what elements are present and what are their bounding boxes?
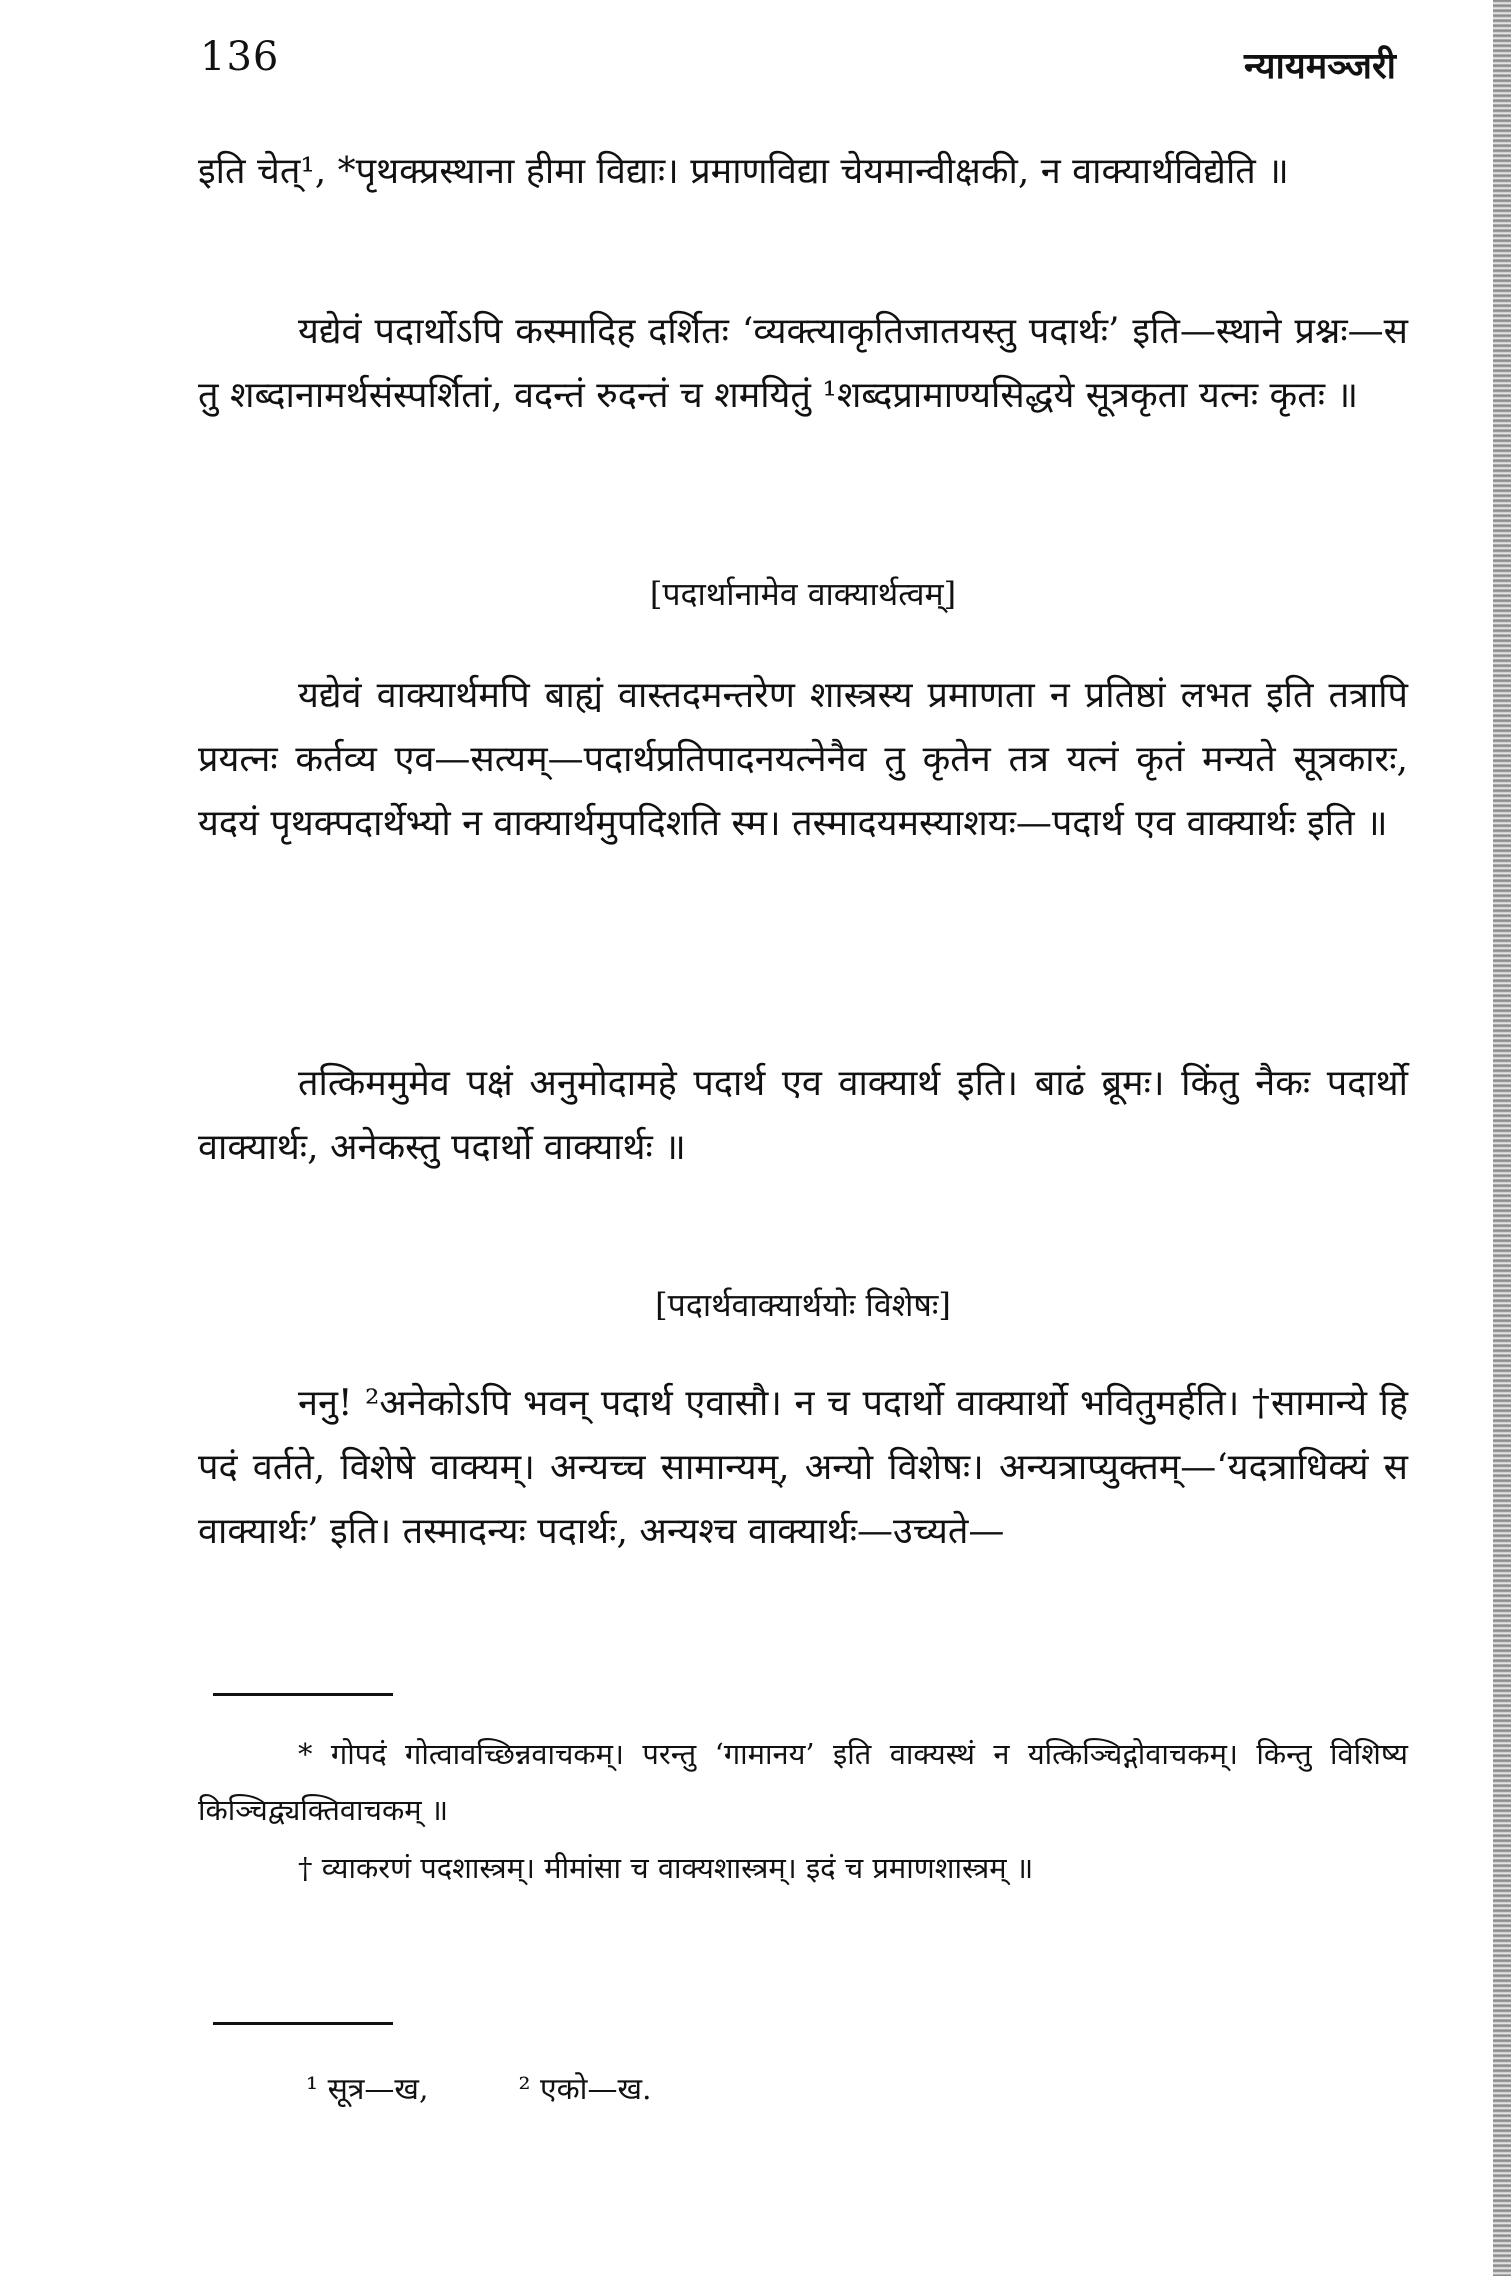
paragraph-2: [198, 300, 1408, 428]
paragraph-1: [198, 140, 1408, 204]
footnote-divider: [213, 1693, 393, 1696]
paragraph-4-text: तत्किममुमेव पक्षं अनुमोदामहे पदार्थ एव वाक्यार्थ इति। बाढं ब्रूमः। किंतु नैकः पदार्थो वाक्यार्थः, अनेकस्तु पदार्थो वाक्यार्थः ॥: [198, 1063, 1408, 1168]
paragraph-3-text: यद्येवं वाक्यार्थमपि बाह्यं वास्तदमन्तरेण शास्त्रस्य प्रमाणता न प्रतिष्ठां लभत इति तत्रापि प्रयत्नः कर्तव्य एव—सत्यम्—पदार्थप्रतिपादनयत्नेनैव तु कृतेन तत्र यत्नं कृतं मन्यते सूत्रकारः, यदयं पृथक्पदार्थेभ्यो न वाक्यार्थमुपदिशति स्म। तस्मादयमस्याशयः—पदार्थ एव वाक्यार्थः इति ॥: [198, 675, 1408, 844]
variant-divider: [213, 2022, 393, 2025]
paragraph-2-text: यद्येवं पदार्थोऽपि कस्मादिह दर्शितः ‘व्यक्त्याकृतिजातयस्तु पदार्थः’ इति—स्थाने प्रश्नः—स तु शब्दानामर्थसंस्पर्शितां, वदन्तं रुदन्तं च शमयितुं ¹शब्दप्रामाण्यसिद्धये सूत्रकृता यत्नः कृतः ॥: [198, 311, 1408, 416]
running-title: न्यायमञ्जरी: [1244, 45, 1396, 87]
paragraph-3: [198, 664, 1408, 856]
footnote-star-text: * गोपदं गोत्वावच्छिन्नवाचकम्। परन्तु ‘गामानय’ इति वाक्यस्थं न यत्किञ्चिद्गोवाचकम्। किन्तु विशिष्य किञ्चिद्व्यक्तिवाचकम् ॥: [198, 1737, 1408, 1827]
footnote-star: [198, 1726, 1408, 1838]
page-number: 136: [200, 34, 280, 80]
paragraph-1-text: इति चेत्¹, *पृथक्प्रस्थाना हीमा विद्याः। प्रमाणविद्या चेयमान्वीक्षकी, न वाक्यार्थविद्येति ॥: [198, 151, 1289, 192]
paragraph-4: [198, 1052, 1408, 1180]
footnote-dagger: [198, 1840, 1408, 1896]
variant-readings: [306, 2070, 652, 2110]
paragraph-5-text: ननु! ²अनेकोऽपि भवन् पदार्थ एवासौ। न च पदार्थो वाक्यार्थो भवितुमर्हति। †सामान्ये हि पदं वर्तते, विशेषे वाक्यम्। अन्यच्च सामान्यम्, अन्यो विशेषः। अन्यत्राप्युक्तम्—‘यदत्राधिक्यं स वाक्यार्थः’ इति। तस्मादन्यः पदार्थः, अन्यश्च वाक्यार्थः—उच्यते—: [198, 1383, 1408, 1552]
variant-reading-2: ² एको—ख.: [518, 2072, 652, 2107]
section-heading-1: [पदार्थानामेव वाक्यार्थत्वम्]: [649, 575, 957, 613]
footnote-dagger-text: † व्याकरणं पदशास्त्रम्। मीमांसा च वाक्यशास्त्रम्। इदं च प्रमाणशास्त्रम् ॥: [298, 1851, 1034, 1885]
binding-edge: [1493, 0, 1511, 2276]
section-heading-2: [पदार्थवाक्यार्थयोः विशेषः]: [655, 1286, 951, 1324]
paragraph-5: [198, 1372, 1408, 1564]
variant-reading-1: ¹ सूत्र—ख,: [306, 2072, 429, 2107]
